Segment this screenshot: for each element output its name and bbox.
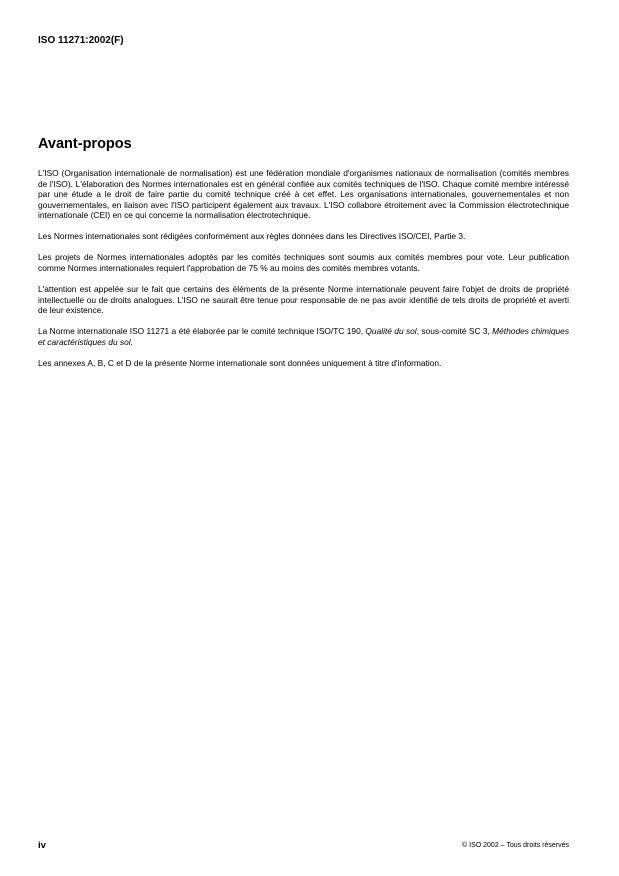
- committee-title: Qualité du sol: [365, 326, 417, 337]
- paragraph-annexes: Les annexes A, B, C et D de la présente Norme internationale sont données uniquement à titre d'information.: [38, 357, 442, 368]
- foreword-body: [38, 168, 569, 379]
- paragraph-draft-adoption: Les projets de Normes internationales adoptés par les comités techniques sont soumis aux comités membres pour vote. Leur publication comme Normes internationales requiert l'approbation de 75 % au moins des comités membres votants.: [38, 252, 569, 273]
- paragraph-patent-rights: L'attention est appelée sur le fait que certains des éléments de la présente Norme internationale peuvent faire l'objet de droits de propriété intellectuelle ou de droits analogues. L'ISO ne saurait être tenue pour responsable de ne pas avoir identifié de tels droits de propriété et averti de leur existence.: [38, 283, 569, 316]
- paragraph-directives: Les Normes internationales sont rédigées conformément aux règles données dans les Directives ISO/CEI, Partie 3.: [38, 231, 466, 242]
- committee-text-3: .: [130, 336, 133, 347]
- paragraph-iso-organisation: L'ISO (Organisation internationale de normalisation) est une fédération mondiale d'organismes nationaux de normalisation (comités membres de l'ISO). L'élaboration des Normes internationales est en général confiée aux comités techniques de l'ISO. Chaque comité membre intéressé par une étude a le droit de faire partie du comité technique créé à cet effet. Les organisations internationales, gouvernementales et non gouvernementales, en liaison avec l'ISO participent également aux travaux. L'ISO collabore étroitement avec la Commission électrotechnique internationale (CEI) en ce qui concerne la normalisation électrotechnique.: [38, 168, 569, 221]
- page-number: iv: [38, 840, 46, 851]
- page-title: Avant-propos: [38, 136, 132, 152]
- paragraph-committee: [38, 326, 569, 347]
- document-reference: ISO 11271:2002(F): [38, 35, 124, 46]
- subcommittee-title: Méthodes chimiques et caractéristiques du sol: [38, 326, 570, 347]
- copyright-notice: © ISO 2002 – Tous droits réservés: [462, 842, 569, 849]
- committee-text-2: , sous-comité SC 3,: [416, 326, 493, 337]
- committee-text-1: La Norme internationale ISO 11271 a été élaborée par le comité technique ISO/TC 190,: [38, 326, 366, 337]
